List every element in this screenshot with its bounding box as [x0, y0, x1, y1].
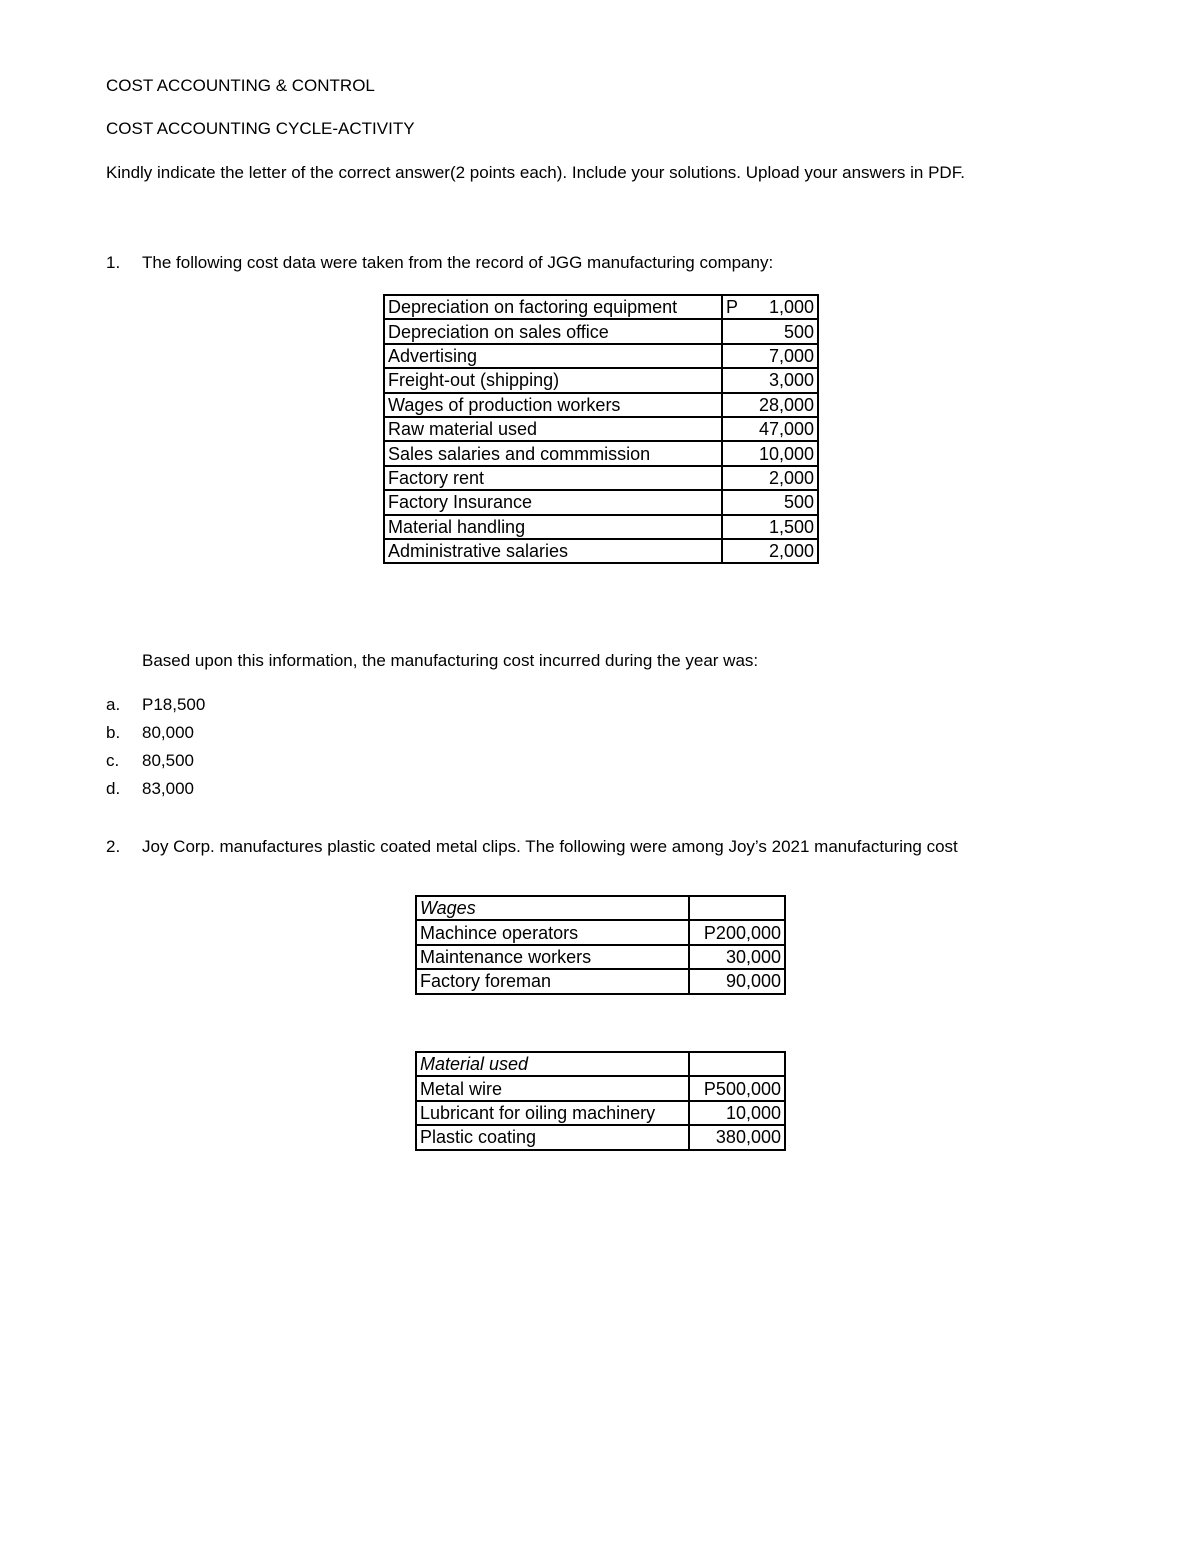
cost-label: Maintenance workers [416, 945, 689, 969]
cost-value: P500,000 [689, 1076, 785, 1100]
cost-label: Factory Insurance [384, 490, 722, 514]
cost-value: 500 [722, 319, 818, 343]
table-row [384, 515, 818, 539]
currency-symbol: P [726, 297, 739, 318]
table-row [384, 417, 818, 441]
table-row [384, 490, 818, 514]
answer-option [106, 778, 194, 800]
cost-label: Depreciation on sales office [384, 319, 722, 343]
cost-data-table [383, 294, 819, 564]
cost-label: Freight-out (shipping) [384, 368, 722, 392]
cost-label: Factory rent [384, 466, 722, 490]
wages-table [415, 895, 786, 995]
cost-label: Administrative salaries [384, 539, 722, 563]
cost-value: 47,000 [722, 417, 818, 441]
cost-value: 28,000 [722, 393, 818, 417]
question-number: 1. [106, 253, 121, 272]
cost-value: 3,000 [722, 368, 818, 392]
option-text: 80,500 [142, 751, 194, 770]
option-letter: b. [106, 723, 121, 742]
cost-label: Wages of production workers [384, 393, 722, 417]
cost-value: 7,000 [722, 344, 818, 368]
table-row [384, 466, 818, 490]
question-text: Joy Corp. manufactures plastic coated metal clips. The following were among Joy’s 2021 manufacturing cost [142, 837, 958, 856]
table-row [416, 969, 785, 993]
table-row [384, 441, 818, 465]
table-row [384, 295, 818, 319]
option-text: P18,500 [142, 695, 206, 714]
table-row [416, 1101, 785, 1125]
table-row [416, 920, 785, 944]
cost-label: Material handling [384, 515, 722, 539]
cost-value: 380,000 [689, 1125, 785, 1149]
cost-value: 10,000 [722, 441, 818, 465]
cost-label: Machince operators [416, 920, 689, 944]
cost-value: 2,000 [722, 539, 818, 563]
activity-title: COST ACCOUNTING CYCLE-ACTIVITY [106, 119, 415, 138]
cost-label: Plastic coating [416, 1125, 689, 1149]
answer-option [106, 750, 194, 772]
cost-value: 90,000 [689, 969, 785, 993]
table-row [384, 319, 818, 343]
table-heading: Wages [416, 896, 689, 920]
instructions: Kindly indicate the letter of the correct answer(2 points each). Include your solutions. Upload your answers in PDF. [106, 163, 965, 182]
cost-value: 30,000 [689, 945, 785, 969]
cost-label: Factory foreman [416, 969, 689, 993]
table-row [416, 1076, 785, 1100]
table-row [416, 1052, 785, 1076]
cost-label: Depreciation on factoring equipment [384, 295, 722, 319]
cost-value: P 1,000 [722, 295, 818, 319]
table-row [384, 368, 818, 392]
answer-option [106, 694, 205, 716]
option-letter: a. [106, 695, 121, 714]
option-letter: c. [106, 751, 120, 770]
question-text: The following cost data were taken from the record of JGG manufacturing company: [142, 253, 774, 272]
table-heading: Material used [416, 1052, 689, 1076]
option-letter: d. [106, 779, 121, 798]
table-row [384, 344, 818, 368]
table-row [416, 896, 785, 920]
cost-label: Metal wire [416, 1076, 689, 1100]
cost-label: Raw material used [384, 417, 722, 441]
cost-label: Lubricant for oiling machinery [416, 1101, 689, 1125]
cost-value: 500 [722, 490, 818, 514]
table-row [384, 539, 818, 563]
materials-table [415, 1051, 786, 1151]
cost-value: P200,000 [689, 920, 785, 944]
table-row [416, 1125, 785, 1149]
option-text: 83,000 [142, 779, 194, 798]
empty-cell [689, 896, 785, 920]
cost-label: Advertising [384, 344, 722, 368]
question-prompt: Based upon this information, the manufacturing cost incurred during the year was: [142, 651, 759, 670]
course-title: COST ACCOUNTING & CONTROL [106, 76, 375, 95]
cost-value: 1,500 [722, 515, 818, 539]
table-row [416, 945, 785, 969]
cost-value: 10,000 [689, 1101, 785, 1125]
answer-option [106, 722, 194, 744]
cost-value: 2,000 [722, 466, 818, 490]
cost-label: Sales salaries and commmission [384, 441, 722, 465]
question-number: 2. [106, 837, 121, 856]
question-1 [106, 252, 773, 274]
empty-cell [689, 1052, 785, 1076]
question-2 [106, 836, 958, 858]
option-text: 80,000 [142, 723, 194, 742]
table-row [384, 393, 818, 417]
